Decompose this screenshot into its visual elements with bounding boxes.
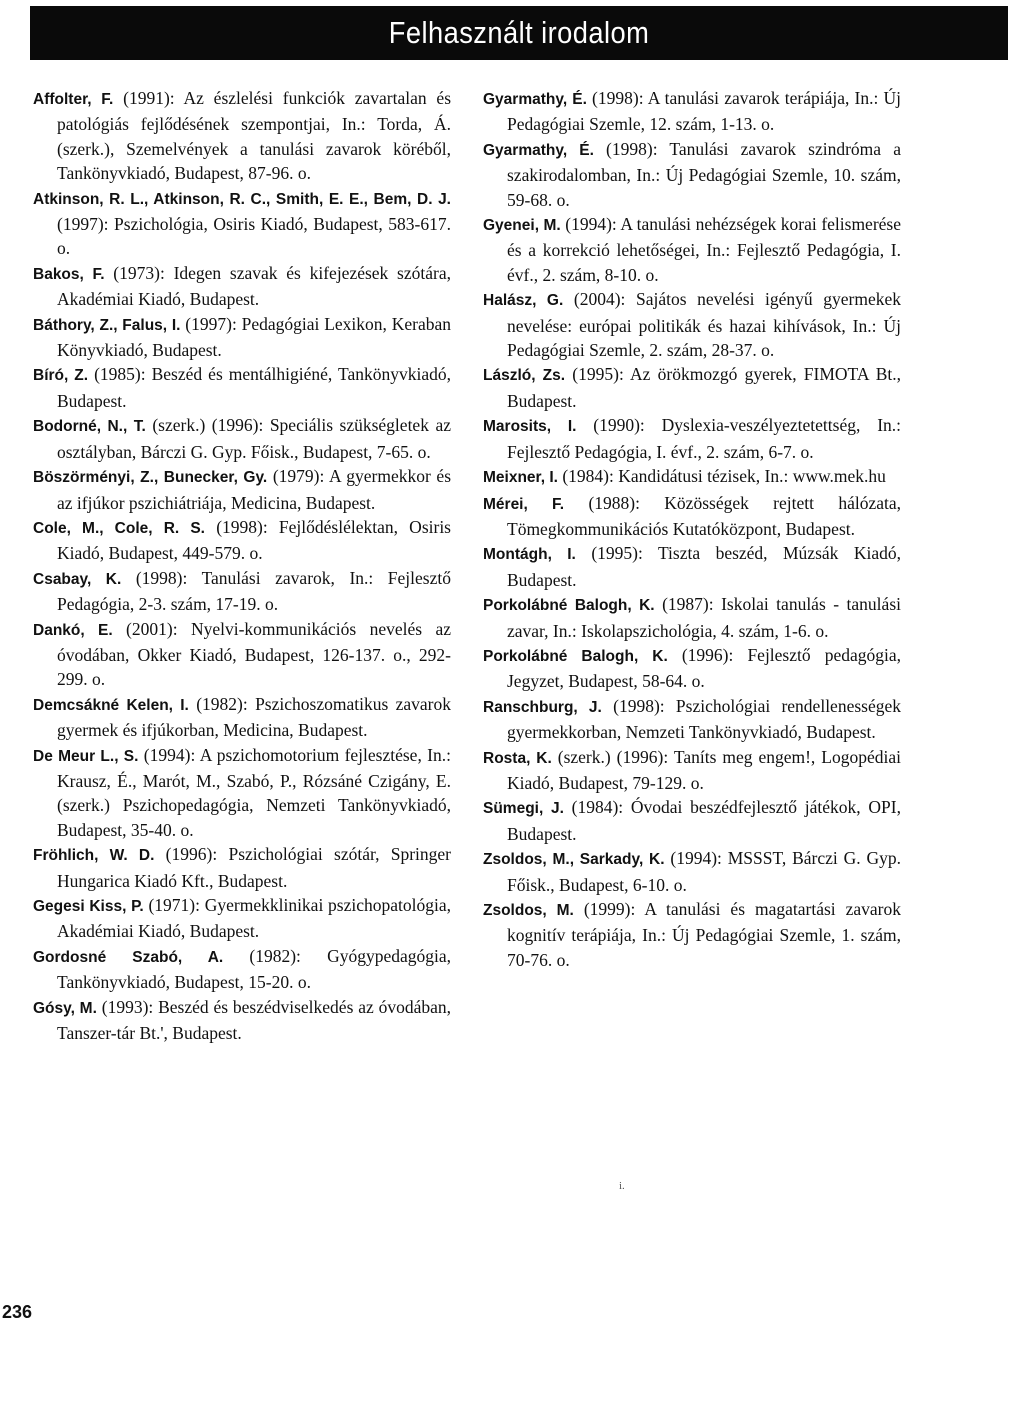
- bibliography-entry: [33, 362, 451, 413]
- entry-details: (1984): Kandidátusi tézisek, In.: www.mek.hu: [557, 466, 886, 487]
- entry-details: (2004): Sajátos nevelési igényű gyermekek nevelése: európai politikák és hazai kihívások, In.: Új Pedagógiai Szemle, 2. szám, 28-37. o.: [507, 289, 901, 361]
- entry-author: Bíró, Z.: [33, 367, 89, 385]
- entry-details: (1988): Közösségek rejtett hálózata, Tömegkommunikációs Kutatóközpont, Budapest.: [507, 492, 901, 539]
- bibliography-right-column: [483, 86, 901, 972]
- entry-author: Porkolábné Balogh, K.: [483, 597, 655, 615]
- entry-details: (1995): Tiszta beszéd, Múzsák Kiadó, Budapest.: [507, 543, 901, 590]
- entry-details: (1997): Pszichológia, Osiris Kiadó, Budapest, 583-617. o.: [57, 214, 451, 259]
- bibliography-entry: [483, 846, 901, 897]
- bibliography-entry: [33, 995, 451, 1046]
- entry-details: (1998): Fejlődéslélektan, Osiris Kiadó, Budapest, 449-579. o.: [57, 516, 451, 564]
- entry-author: Fröhlich, W. D.: [33, 847, 155, 865]
- bibliography-entry: [33, 261, 451, 312]
- bibliography-entry: [33, 566, 451, 617]
- entry-author: Báthory, Z., Falus, I.: [33, 316, 181, 334]
- entry-details: (1997): Pedagógiai Lexikon, Keraban Könyvkiadó, Budapest.: [57, 313, 451, 361]
- entry-details: (szerk.) (1996): Taníts meg engem!, Logopédiai Kiadó, Budapest, 79-129. o.: [507, 746, 901, 793]
- bibliography-entry: [483, 795, 901, 846]
- entry-author: Dankó, E.: [33, 621, 113, 639]
- bibliography-entry: [483, 464, 901, 490]
- bibliography-entry: [483, 212, 901, 287]
- bibliography-entry: [33, 413, 451, 464]
- entry-author: Mérei, F.: [483, 495, 565, 513]
- bibliography-entry: [483, 287, 901, 362]
- entry-author: Marosits, I.: [483, 418, 577, 436]
- entry-details: (1999): A tanulási és magatartási zavarok kognitív terápiája, In.: Új Pedagógiai Szemle, 1. szám, 70-76. o.: [507, 899, 901, 970]
- bibliography-left-column: [33, 86, 451, 1045]
- entry-author: Cole, M., Cole, R. S.: [33, 519, 205, 537]
- entry-author: De Meur L., S.: [33, 747, 139, 765]
- entry-details: (1993): Beszéd és beszédviselkedés az óvodában, Tanszer-tár Bt.', Budapest.: [57, 996, 451, 1044]
- entry-details: (1994): MSSST, Bárczi G. Gyp. Főisk., Budapest, 6-10. o.: [507, 848, 901, 895]
- entry-author: Bodorné, N., T.: [33, 418, 146, 436]
- entry-author: László, Zs.: [483, 367, 566, 385]
- entry-author: Halász, G.: [483, 292, 564, 310]
- entry-author: Bakos, F.: [33, 265, 105, 283]
- section-title: Felhasznált irodalom: [388, 15, 650, 50]
- entry-details: (1985): Beszéd és mentálhigiéné, Tankönyvkiadó, Budapest.: [57, 364, 451, 411]
- bibliography-entry: [483, 137, 901, 212]
- bibliography-entry: [33, 842, 451, 893]
- bibliography-entry: [33, 515, 451, 566]
- bibliography-entry: [483, 362, 901, 413]
- entry-details: (1979): A gyermekkor és az ifjúkor pszichiátriája, Medicina, Budapest.: [57, 466, 452, 513]
- entry-author: Affolter, F.: [33, 91, 114, 108]
- bibliography-entry: [33, 86, 451, 186]
- bibliography-entry: [483, 86, 901, 137]
- bibliography-entry: [483, 897, 901, 972]
- entry-details: (1995): Az örökmozgó gyerek, FIMOTA Bt., Budapest.: [507, 364, 901, 411]
- entry-details: (1990): Dyslexia-veszélyeztetettség, In.: Fejlesztő Pedagógia, I. évf., 2. szám, 6-7. o.: [507, 415, 902, 462]
- entry-author: Rosta, K.: [483, 749, 552, 767]
- entry-author: Demcsákné Kelen, I.: [33, 696, 189, 714]
- entry-details: (1994): A tanulási nehézségek korai felismerése és a korrekció lehetőségei, In.: Fejlesztő Pedagógia, I. évf., 2. szám, 8-10. o.: [507, 214, 901, 285]
- entry-author: Ranschburg, J.: [483, 698, 602, 716]
- entry-author: Gordosné Szabó, A.: [33, 948, 224, 966]
- entry-author: Gyenei, M.: [483, 217, 561, 235]
- bibliography-entry: [483, 745, 901, 796]
- bibliography-entry: [33, 944, 451, 995]
- entry-details: (1998): A tanulási zavarok terápiája, In.: Új Pedagógiai Szemle, 12. szám, 1-13. o.: [507, 88, 901, 135]
- bibliography-entry: [483, 592, 901, 643]
- entry-details: (1982): Pszichoszomatikus zavarok gyermek és ifjúkorban, Medicina, Budapest.: [57, 693, 451, 741]
- entry-details: (1996): Fejlesztő pedagógia, Jegyzet, Budapest, 58-64. o.: [507, 644, 901, 692]
- scan-artifact-mark: i.: [619, 1180, 625, 1192]
- entry-author: Atkinson, R. L., Atkinson, R. C., Smith, E. E., Bem, D. J.: [33, 190, 451, 208]
- bibliography-entry: [33, 186, 451, 261]
- entry-author: Böszörményi, Z., Bunecker, Gy.: [33, 469, 268, 487]
- entry-details: (1991): Az észlelési funkciók zavartalan és patológiás fejlődésének szempontjai, In.: Torda, Á. (szerk.), Szemelvények a tanulási zavarok köréből, Tankönyvkiadó, Budapest, 87-96. o.: [57, 88, 452, 184]
- entry-details: (1982): Gyógypedagógia, Tankönyvkiadó, Budapest, 15-20. o.: [57, 945, 451, 993]
- entry-author: Csabay, K.: [33, 570, 122, 588]
- entry-author: Meixner, I.: [483, 469, 558, 487]
- entry-details: (1987): Iskolai tanulás - tanulási zavar, In.: Iskolapszichológia, 4. szám, 1-6. o.: [507, 594, 901, 641]
- entry-author: Gyarmathy, É.: [483, 141, 594, 159]
- entry-details: (1971): Gyermekklinikai pszichopatológia, Akadémiai Kiadó, Budapest.: [57, 895, 451, 942]
- entry-author: Gósy, M.: [33, 999, 97, 1017]
- bibliography-entry: [33, 312, 451, 363]
- bibliography-entry: [483, 491, 901, 542]
- bibliography-entry: [33, 464, 451, 515]
- bibliography-entry: [33, 893, 451, 944]
- entry-author: Gyarmathy, É.: [483, 91, 587, 108]
- entry-details: (1998): Tanulási zavarok szindróma a szakirodalomban, In.: Új Pedagógiai Szemle, 10. szám, 59-68. o.: [507, 138, 901, 210]
- entry-details: (1998): Tanulási zavarok, In.: Fejlesztő Pedagógia, 2-3. szám, 17-19. o.: [57, 567, 451, 615]
- entry-author: Sümegi, J.: [483, 800, 564, 818]
- bibliography-entry: [483, 413, 901, 464]
- entry-author: Gegesi Kiss, P.: [33, 898, 144, 915]
- entry-author: Zsoldos, M., Sarkady, K.: [483, 851, 665, 869]
- entry-details: (szerk.) (1996): Speciális szükségletek az osztályban, Bárczi G. Gyp. Főisk., Budapest, 7-65. o.: [57, 415, 451, 462]
- entry-details: (1998): Pszichológiai rendellenességek gyermekkorban, Nemzeti Tankönyvkiadó, Budapest.: [507, 695, 901, 743]
- bibliography-entry: [33, 617, 451, 692]
- entry-details: (1996): Pszichológiai szótár, Springer Hungarica Kiadó Kft., Budapest.: [57, 844, 452, 891]
- entry-author: Zsoldos, M.: [483, 902, 574, 919]
- section-header-bar: [30, 6, 1008, 60]
- bibliography-entry: [483, 694, 901, 745]
- bibliography-entry: [483, 541, 901, 592]
- bibliography-entry: [33, 743, 451, 843]
- entry-author: Montágh, I.: [483, 546, 576, 564]
- entry-details: (1984): Óvodai beszédfejlesztő játékok, OPI, Budapest.: [507, 797, 901, 844]
- entry-details: (1973): Idegen szavak és kifejezések szótára, Akadémiai Kiadó, Budapest.: [57, 262, 451, 310]
- entry-details: (2001): Nyelvi-kommunikációs nevelés az óvodában, Okker Kiadó, Budapest, 126-137. o., 292-299. o.: [57, 618, 451, 690]
- bibliography-entry: [33, 692, 451, 743]
- bibliography-entry: [483, 643, 901, 694]
- entry-author: Porkolábné Balogh, K.: [483, 647, 668, 665]
- page-number: 236: [2, 1302, 33, 1322]
- entry-details: (1994): A pszichomotorium fejlesztése, In.: Krausz, É., Marót, M., Szabó, P., Rózsáné Czigány, E. (szerk.) Pszichopedagógia, Nemzeti Tankönyvkiadó, Budapest, 35-40. o.: [57, 744, 451, 840]
